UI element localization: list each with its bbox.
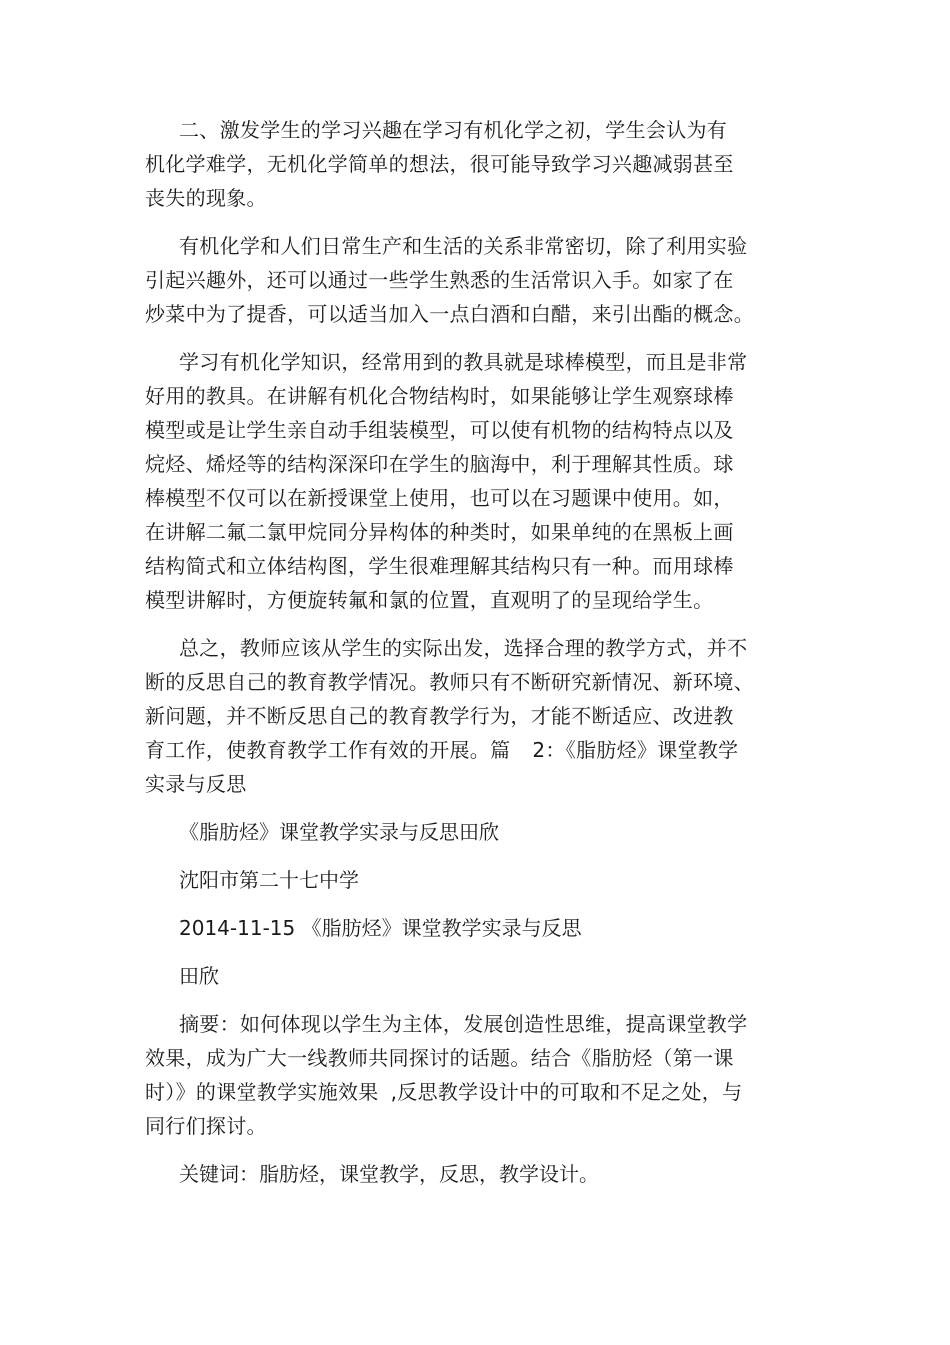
text-line: 有机化学和人们日常生产和生活的关系非常密切，除了利用实验 (179, 234, 748, 258)
text-line: 新问题，并不断反思自己的教育教学行为，才能不断适应、改进教 (145, 704, 734, 728)
text-line: 摘要：如何体现以学生为主体，发展创造性思维，提高课堂教学 (179, 1012, 748, 1036)
paragraph-conclusion (145, 631, 785, 801)
text-line: 断的反思自己的教育教学情况。教师只有不断研究新情况、新环境、 (145, 670, 754, 694)
text-line: 模型讲解时，方便旋转氟和氯的位置，直观明了的呈现给学生。 (145, 588, 714, 612)
text-line: 炒菜中为了提香，可以适当加入一点白酒和白醋，来引出酯的概念。 (145, 302, 754, 326)
text-line: 丧失的现象。 (145, 186, 267, 210)
text-line: 好用的教具。在讲解有机化合物结构时，如果能够让学生观察球棒 (145, 384, 734, 408)
text-line: 结构简式和立体结构图，学生很难理解其结构只有一种。而用球棒 (145, 554, 734, 578)
text-line: 模型或是让学生亲自动手组装模型，可以使有机物的结构特点以及 (145, 418, 734, 442)
text-line: 同行们探讨。 (145, 1114, 267, 1138)
keywords-line: 关键词：脂肪烃，课堂教学，反思，教学设计。 (179, 1162, 599, 1186)
text-line: 效果，成为广大一线教师共同探讨的话题。结合《脂肪烃（第一课 (145, 1046, 734, 1070)
document-body (145, 113, 785, 1205)
text-line: 引起兴趣外，还可以通过一些学生熟悉的生活常识入手。如家了在 (145, 268, 734, 292)
article-title-line: 《脂肪烃》课堂教学实录与反思田欣 (179, 820, 499, 844)
text-segment: 时）》的课堂教学实施效果 (145, 1080, 379, 1104)
date-title-line: 2014-11-15 《脂肪烃》课堂教学实录与反思 (179, 916, 582, 940)
paragraph-interest (145, 113, 785, 215)
text-line: 实录与反思 (145, 772, 247, 796)
text-segment: 育工作，使教育教学工作有效的开展。篇 (145, 738, 511, 762)
text-line: 在讲解二氟二氯甲烷同分异构体的种类时，如果单纯的在黑板上画 (145, 520, 734, 544)
text-line: 棒模型不仅可以在新授课堂上使用，也可以在习题课中使用。如， (145, 486, 734, 510)
text-segment: 2：《脂肪烃》课堂教学 (532, 738, 739, 762)
text-line (145, 1075, 785, 1109)
abstract-paragraph (145, 1007, 785, 1143)
school-name: 沈阳市第二十七中学 (179, 868, 359, 892)
author-name: 田欣 (179, 964, 219, 988)
paragraph-daily-life (145, 229, 785, 331)
text-segment: ,反思教学设计中的可取和不足之处，与 (390, 1080, 743, 1104)
text-line: 二、激发学生的学习兴趣在学习有机化学之初，学生会认为有 (179, 118, 728, 142)
text-line: 机化学难学，无机化学简单的想法，很可能导致学习兴趣减弱甚至 (145, 152, 734, 176)
paragraph-ball-stick-model (145, 345, 785, 617)
text-line: 学习有机化学知识，经常用到的教具就是球棒模型，而且是非常 (179, 350, 748, 374)
text-line: 总之，教师应该从学生的实际出发，选择合理的教学方式，并不 (179, 636, 748, 660)
text-line (145, 733, 785, 767)
text-line: 烷烃、烯烃等的结构深深印在学生的脑海中，利于理解其性质。球 (145, 452, 734, 476)
